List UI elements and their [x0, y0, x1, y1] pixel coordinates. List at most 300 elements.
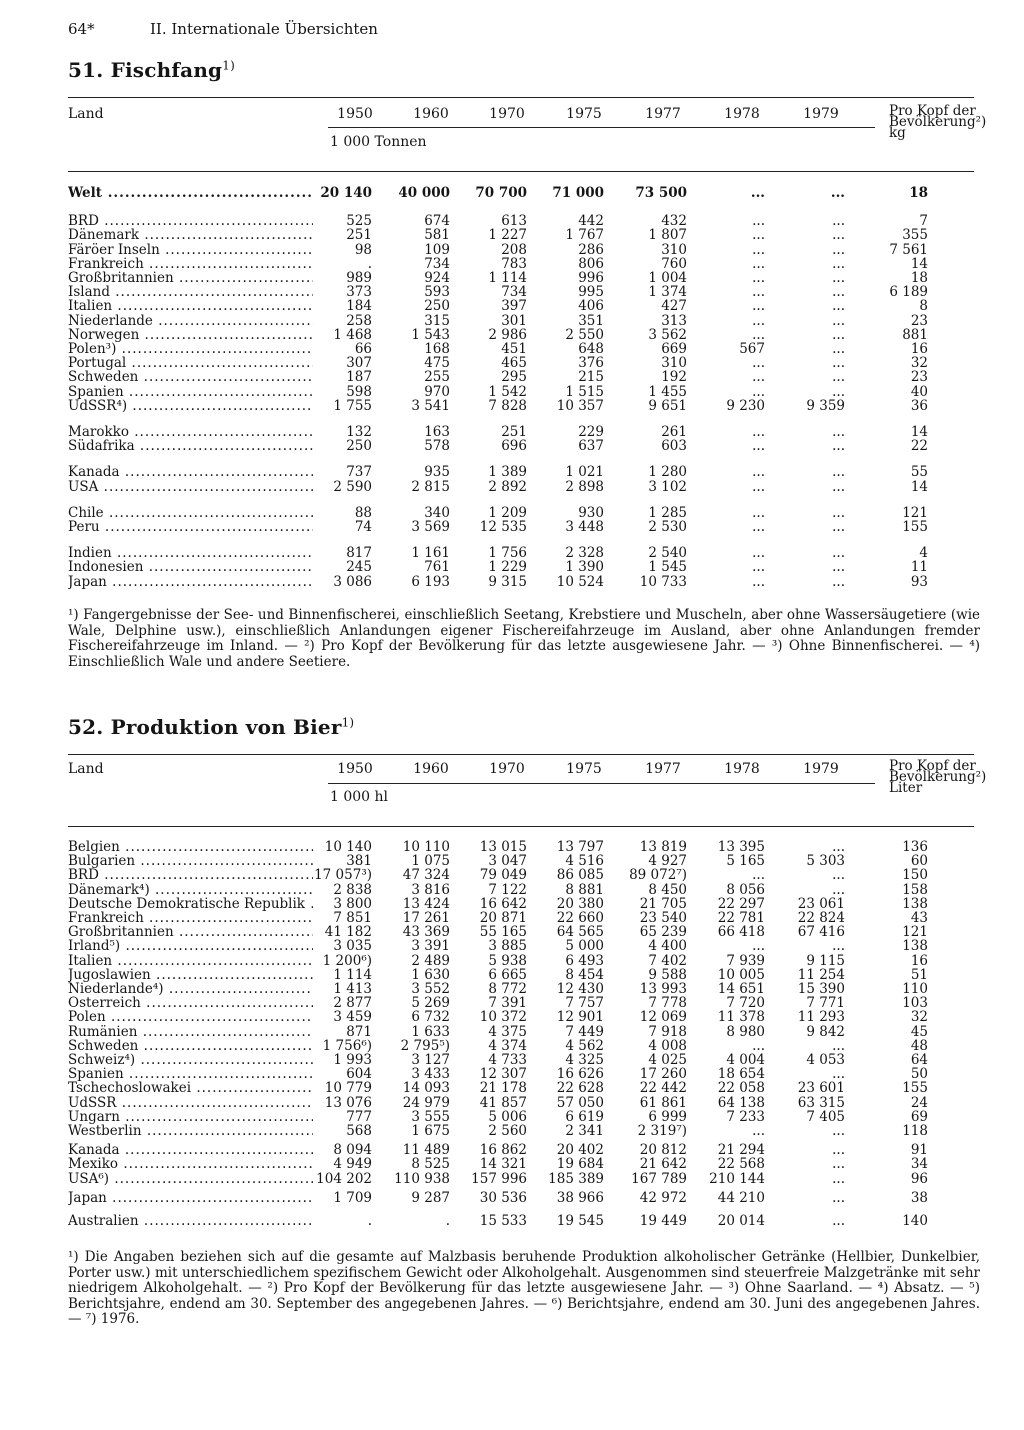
table-cell: 3 035: [333, 938, 372, 955]
row-label: Island .....: [68, 285, 313, 299]
table-cell: 2 877: [333, 995, 372, 1012]
row-label: Norwegen .....: [68, 328, 313, 342]
table-cell: 7 828: [488, 397, 527, 414]
table-cell: 995: [578, 284, 604, 301]
table-row: [68, 1143, 974, 1157]
table-cell: 525: [346, 213, 372, 230]
table-cell: 104 202: [316, 1170, 372, 1187]
table-cell: 2 530: [648, 519, 687, 535]
table-cell: ...: [832, 424, 845, 440]
table-cell: 36: [910, 397, 928, 414]
t52-year-0: 1950: [337, 761, 373, 777]
row-label: Frankreich .....: [68, 911, 313, 925]
table-cell: 6 999: [648, 1108, 687, 1125]
t51-year-4: 1977: [645, 106, 681, 122]
table-cell: ...: [832, 867, 845, 884]
table-cell: 1 161: [411, 545, 450, 562]
table-cell: 11 293: [797, 1009, 845, 1026]
table-cell: ...: [832, 326, 845, 343]
table-cell: 184: [346, 298, 372, 315]
table-cell: 7 771: [806, 995, 845, 1012]
row-label: Rumänien .....: [68, 1025, 313, 1039]
row-label: Jugoslawien .....: [68, 968, 313, 982]
table-cell: 98: [354, 241, 372, 258]
table-cell: 103: [902, 995, 928, 1012]
table-cell: 2 489: [411, 952, 450, 969]
table-cell: 41 182: [324, 924, 372, 941]
table-cell: ...: [832, 241, 845, 258]
table-cell: 65 239: [639, 924, 687, 941]
table-cell: 89 072⁷): [629, 867, 687, 884]
table-cell: 2 986: [488, 326, 527, 343]
table-cell: 8 881: [565, 881, 604, 898]
table-cell: ...: [752, 545, 765, 562]
table-52-unit-rule: [328, 783, 875, 784]
table-cell: 7 918: [648, 1023, 687, 1040]
table-cell: 7 757: [565, 995, 604, 1012]
table-row: [68, 925, 974, 939]
t52-year-2: 1970: [489, 761, 525, 777]
table-row: [68, 954, 974, 968]
table-cell: 51: [910, 966, 928, 983]
table-cell: 930: [578, 504, 604, 521]
table-cell: 4 516: [565, 853, 604, 870]
row-label: Südafrika .....: [68, 439, 313, 453]
table-cell: 2 550: [565, 326, 604, 343]
row-label: Frankreich .....: [68, 257, 313, 271]
row-label: Japan .....: [68, 1191, 313, 1205]
row-label: Schweden .....: [68, 1039, 313, 1053]
table-cell: 21 294: [717, 1142, 765, 1159]
table-52-land-header: Land: [68, 761, 104, 777]
table-cell: ...: [832, 559, 845, 576]
table-cell: 14: [910, 478, 928, 495]
table-cell: ...: [832, 383, 845, 400]
table-cell: ...: [832, 1066, 845, 1083]
table-cell: 406: [578, 298, 604, 315]
table-cell: 64: [910, 1052, 928, 1068]
table-cell: 10 140: [324, 839, 372, 855]
table-cell: 45: [910, 1023, 928, 1040]
table-cell: 66 418: [717, 924, 765, 941]
row-label: Dänemark⁴) .....: [68, 883, 313, 897]
table-cell: 1 542: [488, 383, 527, 400]
row-label: Niederlande .....: [68, 314, 313, 328]
table-cell: ...: [752, 464, 765, 481]
table-cell: 924: [424, 270, 450, 286]
row-label: Belgien .....: [68, 840, 313, 854]
table-cell: 4: [919, 545, 928, 562]
table-cell: 245: [346, 559, 372, 576]
table-cell: 66: [354, 341, 372, 357]
table-cell: 64 565: [556, 924, 604, 941]
table-cell: 11 254: [797, 966, 845, 983]
table-52-header-rule: [68, 826, 974, 827]
table-cell: 9 287: [411, 1189, 450, 1206]
table-cell: 23 601: [797, 1080, 845, 1097]
table-cell: 5 000: [565, 938, 604, 955]
table-cell: 40: [910, 383, 928, 400]
table-cell: 286: [578, 241, 604, 258]
table-cell: 1 755: [333, 397, 372, 414]
table-cell: 13 076: [324, 1094, 372, 1111]
table-cell: 15 390: [797, 981, 845, 997]
table-cell: 3 552: [411, 981, 450, 997]
row-label: Westberlin .....: [68, 1124, 313, 1138]
table-cell: 158: [902, 881, 928, 898]
table-cell: 70 700: [475, 185, 527, 201]
table-cell: 11 489: [402, 1142, 450, 1159]
table-cell: 12 069: [639, 1009, 687, 1026]
table-cell: 442: [578, 213, 604, 230]
table-cell: 140: [902, 1213, 928, 1229]
table-cell: 23 061: [797, 895, 845, 912]
table-cell: 44 210: [717, 1189, 765, 1206]
table-cell: ...: [832, 255, 845, 272]
table-cell: ...: [752, 369, 765, 386]
table-cell: 12 307: [479, 1066, 527, 1083]
table-cell: 187: [346, 369, 372, 386]
row-label: Welt .....: [68, 186, 313, 200]
table-cell: 2 328: [565, 545, 604, 562]
table-row: [68, 356, 974, 370]
table-cell: 19 545: [556, 1213, 604, 1229]
table-cell: ...: [752, 241, 765, 258]
table-row: [68, 271, 974, 285]
table-51-body: [68, 186, 974, 601]
table-cell: 18 654: [717, 1066, 765, 1083]
row-label: Italien .....: [68, 954, 313, 968]
table-cell: 3 102: [648, 478, 687, 495]
table-row: [68, 228, 974, 242]
table-cell: 23: [910, 312, 928, 329]
table-cell: 4 374: [488, 1037, 527, 1054]
table-51-top-rule: [68, 97, 974, 98]
table-cell: 3 391: [411, 938, 450, 955]
table-row: [68, 399, 974, 413]
table-cell: 1 200⁶): [322, 952, 372, 969]
table-51-number: 51.: [68, 58, 104, 82]
table-cell: ...: [832, 839, 845, 855]
table-cell: ...: [750, 185, 765, 201]
table-cell: 1 390: [565, 559, 604, 576]
table-cell: 1 374: [648, 284, 687, 301]
table-cell: 1 468: [333, 326, 372, 343]
table-cell: 64 138: [717, 1094, 765, 1111]
table-cell: 9 651: [648, 397, 687, 414]
table-cell: 648: [578, 341, 604, 357]
table-cell: 73 500: [635, 185, 687, 201]
table-cell: 2 560: [488, 1123, 527, 1139]
table-cell: 1 756: [488, 545, 527, 562]
table-row: [68, 1025, 974, 1039]
table-cell: 5 165: [726, 853, 765, 870]
table-51-title-note: 1): [222, 58, 235, 73]
table-cell: ...: [752, 383, 765, 400]
table-cell: 30 536: [479, 1189, 527, 1206]
table-cell: 22 568: [717, 1156, 765, 1173]
table-row: [68, 854, 974, 868]
table-cell: 13 015: [479, 839, 527, 855]
table-52-unit: 1 000 hl: [330, 789, 389, 805]
table-cell: ...: [832, 227, 845, 244]
table-cell: 74: [354, 519, 372, 535]
table-52-title-note: 1): [341, 715, 355, 730]
table-cell: 18: [910, 270, 928, 286]
table-51-unit-rule: [328, 127, 875, 128]
table-row: [68, 840, 974, 854]
table-row: [68, 480, 974, 494]
table-cell: 47 324: [402, 867, 450, 884]
table-row: [68, 546, 974, 560]
row-label: Schweiz⁴) .....: [68, 1053, 313, 1067]
row-label: BRD .....: [68, 214, 313, 228]
table-cell: 55 165: [479, 924, 527, 941]
table-cell: ...: [752, 326, 765, 343]
table-cell: 1 209: [488, 504, 527, 521]
table-cell: 373: [346, 284, 372, 301]
table-row: [68, 939, 974, 953]
table-cell: 1 227: [488, 227, 527, 244]
row-label: Polen .....: [68, 1010, 313, 1024]
table-cell: 93: [910, 573, 928, 590]
row-label: Indien .....: [68, 546, 313, 560]
table-row: [68, 982, 974, 996]
row-label: Tschechoslowakei .....: [68, 1081, 313, 1095]
table-cell: 4 375: [488, 1023, 527, 1040]
row-label: Österreich .....: [68, 996, 313, 1010]
table-cell: 5 938: [488, 952, 527, 969]
table-row: [68, 1214, 974, 1228]
table-cell: 9 842: [806, 1023, 845, 1040]
table-cell: 567: [739, 341, 765, 357]
table-row: [68, 1172, 974, 1186]
table-cell: 208: [501, 241, 527, 258]
table-cell: 6 193: [411, 573, 450, 590]
table-cell: 14 093: [402, 1080, 450, 1097]
table-cell: 48: [910, 1037, 928, 1054]
table-cell: ...: [752, 255, 765, 272]
table-cell: ...: [752, 312, 765, 329]
table-cell: ...: [832, 341, 845, 357]
table-row: [68, 299, 974, 313]
table-cell: 1 285: [648, 504, 687, 521]
table-cell: 3 127: [411, 1052, 450, 1068]
t51-year-3: 1975: [566, 106, 602, 122]
table-cell: 32: [910, 1009, 928, 1026]
table-cell: 3 816: [411, 881, 450, 898]
table-cell: 136: [902, 839, 928, 855]
page-header: [68, 20, 983, 42]
table-cell: 14 651: [717, 981, 765, 997]
table-row: [68, 1053, 974, 1067]
table-cell: 2 540: [648, 545, 687, 562]
table-row: [68, 439, 974, 453]
table-row: [68, 897, 974, 911]
row-label: Großbritannien .....: [68, 925, 313, 939]
table-row: [68, 968, 974, 982]
row-label: Peru .....: [68, 520, 313, 534]
t51-year-0: 1950: [337, 106, 373, 122]
t51-year-6: 1979: [803, 106, 839, 122]
table-cell: 3 047: [488, 853, 527, 870]
table-cell: 935: [424, 464, 450, 481]
table-cell: 8: [919, 298, 928, 315]
table-cell: 14: [910, 255, 928, 272]
table-cell: 6 619: [565, 1108, 604, 1125]
row-label: Portugal .....: [68, 356, 313, 370]
table-row: [68, 465, 974, 479]
row-label: Irland⁵) .....: [68, 939, 313, 953]
table-51-name: Fischfang: [110, 58, 223, 82]
table-cell: 168: [424, 341, 450, 357]
table-cell: 3 569: [411, 519, 450, 535]
table-cell: 6 665: [488, 966, 527, 983]
table-cell: 310: [661, 355, 687, 372]
table-cell: 10 005: [717, 966, 765, 983]
table-cell: 155: [902, 1080, 928, 1097]
table-cell: 1 004: [648, 270, 687, 286]
table-cell: 3 448: [565, 519, 604, 535]
table-cell: 7 122: [488, 881, 527, 898]
table-cell: 229: [578, 424, 604, 440]
table-row: [68, 285, 974, 299]
table-cell: 69: [910, 1108, 928, 1125]
row-label: USA⁶) .....: [68, 1172, 313, 1186]
row-label: UdSSR⁴) .....: [68, 399, 313, 413]
table-cell: 11: [910, 559, 928, 576]
table-cell: 67 416: [797, 924, 845, 941]
row-label: Spanien .....: [68, 1067, 313, 1081]
table-cell: 4 733: [488, 1052, 527, 1068]
table-row: [68, 575, 974, 589]
table-cell: 315: [424, 312, 450, 329]
table-cell: 598: [346, 383, 372, 400]
row-label: Marokko .....: [68, 425, 313, 439]
table-cell: 20 140: [320, 185, 372, 201]
table-cell: 734: [424, 255, 450, 272]
table-cell: 250: [424, 298, 450, 315]
table-row: [68, 1096, 974, 1110]
table-cell: 8 094: [333, 1142, 372, 1159]
table-cell: 10 372: [479, 1009, 527, 1026]
table-row: [68, 996, 974, 1010]
table-row: [68, 560, 974, 574]
table-cell: ...: [832, 213, 845, 230]
table-cell: 7 233: [726, 1108, 765, 1125]
table-cell: 20 402: [556, 1142, 604, 1159]
table-cell: 1 021: [565, 464, 604, 481]
table-52-body: [68, 840, 974, 1245]
table-cell: 817: [346, 545, 372, 562]
table-cell: 22 628: [556, 1080, 604, 1097]
table-cell: ...: [832, 355, 845, 372]
table-cell: ...: [832, 369, 845, 386]
table-cell: 989: [346, 270, 372, 286]
table-cell: 19 449: [639, 1213, 687, 1229]
table-cell: 91: [910, 1142, 928, 1159]
t52-year-1: 1960: [413, 761, 449, 777]
table-cell: 1 229: [488, 559, 527, 576]
table-cell: 251: [346, 227, 372, 244]
table-cell: 16 642: [479, 895, 527, 912]
table-cell: 24 979: [402, 1094, 450, 1111]
table-row: [68, 243, 974, 257]
table-cell: ...: [832, 1123, 845, 1139]
table-cell: ...: [832, 438, 845, 455]
table-row: [68, 257, 974, 271]
table-cell: 295: [501, 369, 527, 386]
table-cell: 2 838: [333, 881, 372, 898]
table-row: [68, 868, 974, 882]
table-51-unit: 1 000 Tonnen: [330, 134, 427, 150]
table-cell: 38 966: [556, 1189, 604, 1206]
table-cell: 1 993: [333, 1052, 372, 1068]
table-cell: 7 561: [889, 241, 928, 258]
table-cell: 250: [346, 438, 372, 455]
table-cell: 674: [424, 213, 450, 230]
table-cell: ...: [752, 438, 765, 455]
table-row: [68, 385, 974, 399]
table-cell: 86 085: [556, 867, 604, 884]
row-label: Kanada .....: [68, 1143, 313, 1157]
table-cell: 12 430: [556, 981, 604, 997]
table-cell: ...: [832, 312, 845, 329]
table-cell: 32: [910, 355, 928, 372]
row-label: Chile .....: [68, 506, 313, 520]
table-cell: 20 871: [479, 910, 527, 926]
table-cell: ...: [832, 1213, 845, 1229]
row-label: Schweden .....: [68, 370, 313, 384]
table-cell: 21 642: [639, 1156, 687, 1173]
table-cell: 155: [902, 519, 928, 535]
table-cell: ...: [832, 1156, 845, 1173]
table-row: [68, 520, 974, 534]
t51-year-1: 1960: [413, 106, 449, 122]
table-cell: 7 851: [333, 910, 372, 926]
table-cell: 13 797: [556, 839, 604, 855]
table-cell: 22 058: [717, 1080, 765, 1097]
table-cell: ...: [832, 270, 845, 286]
table-cell: 2 898: [565, 478, 604, 495]
table-cell: 1 280: [648, 464, 687, 481]
table-cell: 9 115: [806, 952, 845, 969]
table-row: [68, 342, 974, 356]
table-cell: 5 269: [411, 995, 450, 1012]
table-cell: 397: [501, 298, 527, 315]
table-cell: 110 938: [394, 1170, 450, 1187]
table-52-number: 52.: [68, 715, 104, 739]
table-cell: ...: [752, 227, 765, 244]
table-cell: 110: [902, 981, 928, 997]
table-cell: 1 075: [411, 853, 450, 870]
table-cell: 20 380: [556, 895, 604, 912]
table-52-title: [68, 715, 354, 739]
table-cell: 3 885: [488, 938, 527, 955]
table-cell: 71 000: [552, 185, 604, 201]
table-cell: 1 114: [488, 270, 527, 286]
table-cell: 16: [910, 952, 928, 969]
table-cell: 1 455: [648, 383, 687, 400]
table-cell: 167 789: [631, 1170, 687, 1187]
t52-year-5: 1978: [724, 761, 760, 777]
table-cell: 3 800: [333, 895, 372, 912]
table-cell: 9 230: [726, 397, 765, 414]
t52-year-4: 1977: [645, 761, 681, 777]
table-cell: 10 524: [556, 573, 604, 590]
table-cell: 7 402: [648, 952, 687, 969]
table-cell: 806: [578, 255, 604, 272]
